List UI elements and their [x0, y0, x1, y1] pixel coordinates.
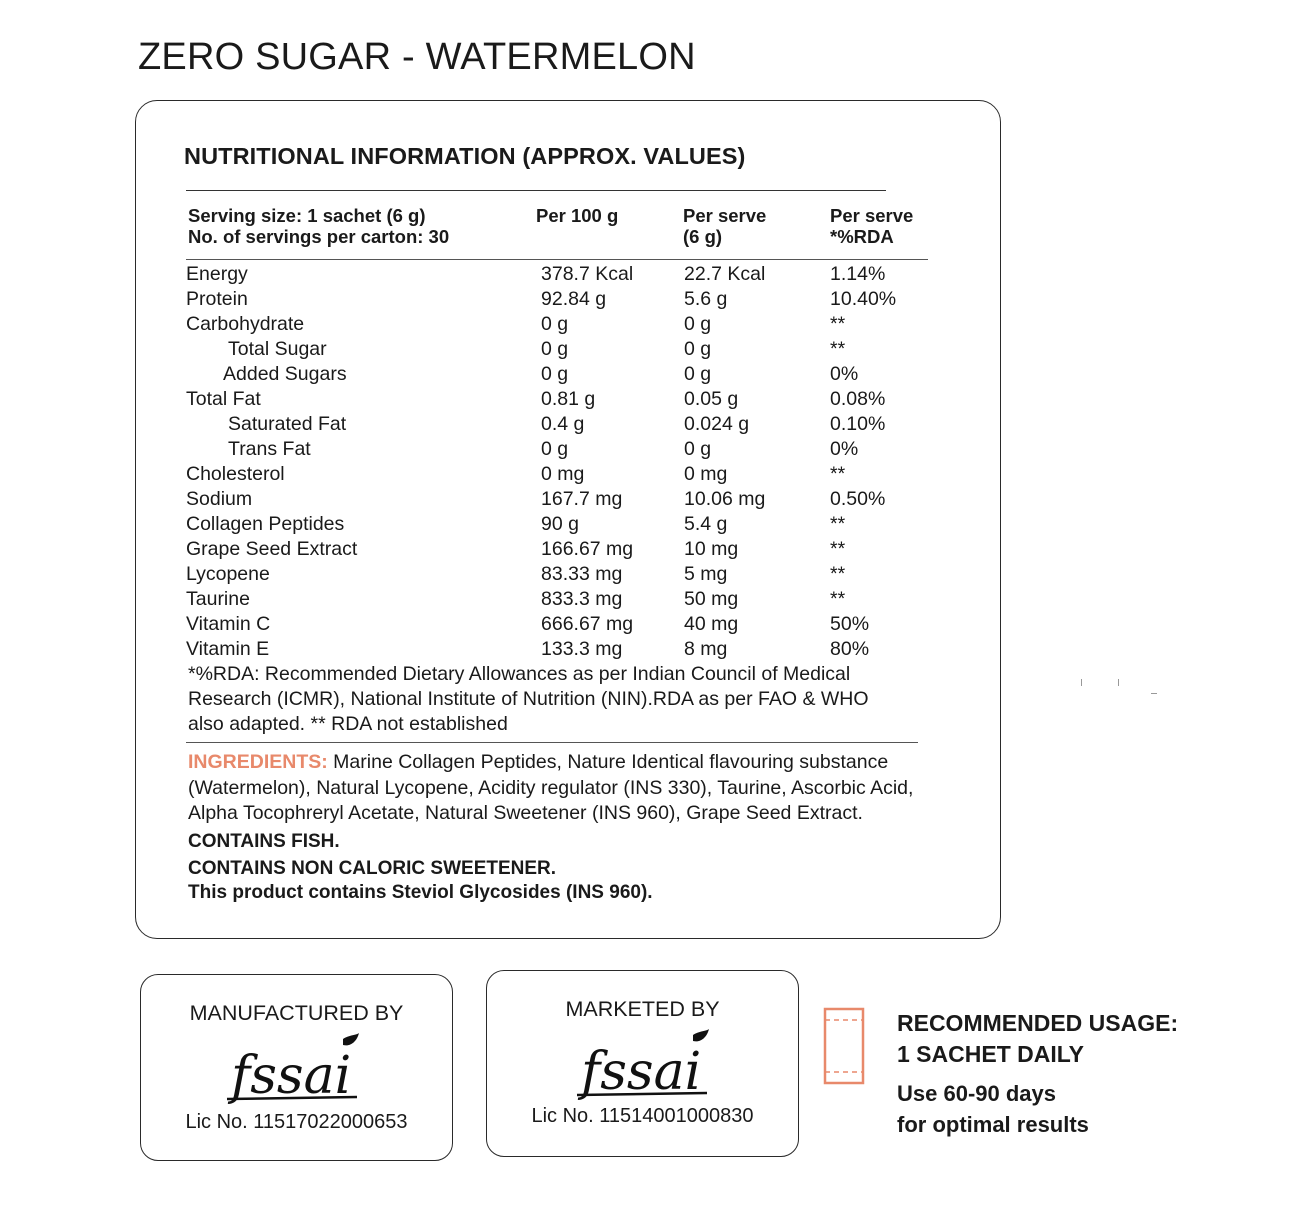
nutrient-name: Carbohydrate — [186, 313, 305, 335]
value-rda: ** — [830, 538, 846, 560]
usage-duration-line: Use 60-90 days — [897, 1081, 1056, 1106]
allergen-warning: CONTAINS FISH. — [188, 831, 340, 852]
nutrient-name: Cholesterol — [186, 463, 285, 485]
table-row — [186, 512, 946, 537]
value-per-100g: 167.7 mg — [541, 488, 623, 510]
value-rda: 0% — [830, 438, 859, 460]
value-per-100g: 0 g — [541, 338, 569, 360]
value-per-serve: 0.024 g — [684, 413, 750, 435]
value-per-serve: 22.7 Kcal — [684, 263, 766, 285]
manufacturer-heading: MANUFACTURED BY — [189, 1001, 404, 1025]
value-per-100g: 378.7 Kcal — [541, 263, 634, 285]
value-rda: ** — [830, 513, 846, 535]
rda-footnote: *%RDA: Recommended Dietary Allowances as per Indian Council of Medical Research (ICMR), National Institute of Nutrition (NIN).RDA as per FAO & WHO also adapted. ** RDA not established — [188, 663, 869, 735]
value-per-100g: 666.67 mg — [541, 613, 634, 635]
value-rda: ** — [830, 338, 846, 360]
value-per-100g: 0 mg — [541, 463, 585, 485]
table-row — [186, 612, 946, 637]
value-rda: 0.10% — [830, 413, 886, 435]
value-rda: ** — [830, 313, 846, 335]
manufacturer-box — [140, 974, 453, 1161]
column-header-rda: Per serve — [830, 205, 914, 226]
nutrient-name: Taurine — [186, 588, 250, 610]
value-per-100g: 133.3 mg — [541, 638, 623, 660]
value-per-serve: 10.06 mg — [684, 488, 766, 510]
product-title: ZERO SUGAR - WATERMELON — [138, 36, 696, 78]
table-row — [186, 437, 946, 462]
nutrition-panel — [135, 100, 1001, 939]
value-per-100g: 92.84 g — [541, 288, 607, 310]
table-header-divider — [186, 259, 928, 260]
value-per-serve: 0 g — [684, 338, 712, 360]
manufacturer-license: Lic No. 11517022000653 — [185, 1111, 408, 1133]
svg-text:fssai: fssai — [231, 1046, 352, 1106]
value-per-serve: 50 mg — [684, 588, 739, 610]
usage-title — [897, 1008, 1178, 1070]
table-row — [186, 337, 946, 362]
nutrient-name: Energy — [186, 263, 248, 285]
nutrient-name: Protein — [186, 288, 248, 310]
value-per-serve: 0 mg — [684, 463, 728, 485]
panel-heading: NUTRITIONAL INFORMATION (APPROX. VALUES) — [184, 143, 746, 169]
servings-per-carton: No. of servings per carton: 30 — [188, 226, 450, 247]
value-rda: 0.50% — [830, 488, 886, 510]
value-rda: 50% — [830, 613, 870, 635]
value-per-100g: 0 g — [541, 363, 569, 385]
value-per-100g: 83.33 mg — [541, 563, 623, 585]
value-rda: ** — [830, 588, 846, 610]
table-row — [186, 587, 946, 612]
value-per-serve: 0 g — [684, 313, 712, 335]
value-per-100g: 0.4 g — [541, 413, 585, 435]
serving-size: Serving size: 1 sachet (6 g) — [188, 205, 426, 226]
value-per-serve: 5.4 g — [684, 513, 728, 535]
value-per-serve: 40 mg — [684, 613, 739, 635]
column-header-per-serve: Per serve — [683, 205, 767, 226]
value-rda: 10.40% — [830, 288, 897, 310]
stray-mark — [1081, 679, 1082, 686]
steviol-notice: This product contains Steviol Glycosides (INS 960). — [188, 882, 653, 903]
table-row — [186, 637, 946, 662]
nutrient-name: Added Sugars — [223, 363, 347, 385]
table-row — [186, 312, 946, 337]
stray-mark — [1118, 679, 1119, 686]
sweetener-warning: CONTAINS NON CALORIC SWEETENER. — [188, 858, 557, 879]
nutrient-name: Grape Seed Extract — [186, 538, 358, 560]
value-per-100g: 833.3 mg — [541, 588, 623, 610]
value-per-serve: 5 mg — [684, 563, 728, 585]
value-per-100g: 0.81 g — [541, 388, 596, 410]
table-row — [186, 537, 946, 562]
value-per-serve: 0 g — [684, 438, 712, 460]
ingredients-label: INGREDIENTS: — [188, 751, 328, 773]
table-row — [186, 562, 946, 587]
fssai-logo — [575, 1027, 715, 1103]
value-per-100g: 166.67 mg — [541, 538, 634, 560]
table-row — [186, 412, 946, 437]
value-per-serve: 0 g — [684, 363, 712, 385]
usage-duration — [897, 1078, 1089, 1140]
column-header-rda-unit: *%RDA — [830, 226, 894, 247]
nutrient-name: Vitamin C — [186, 613, 271, 635]
value-rda: 0.08% — [830, 388, 886, 410]
table-row — [186, 362, 946, 387]
heading-divider — [186, 190, 886, 191]
usage-title-line: 1 SACHET DAILY — [897, 1041, 1085, 1067]
value-per-serve: 5.6 g — [684, 288, 728, 310]
nutrient-name: Vitamin E — [186, 638, 270, 660]
ingredients-divider — [186, 742, 918, 743]
column-header-per-serve-unit: (6 g) — [683, 226, 723, 247]
marketer-box — [486, 970, 799, 1157]
nutrition-table — [186, 262, 946, 662]
nutrient-name: Sodium — [186, 488, 253, 510]
value-per-serve: 0.05 g — [684, 388, 739, 410]
sachet-icon — [822, 1006, 866, 1086]
stray-mark — [1151, 693, 1157, 694]
usage-duration-line: for optimal results — [897, 1112, 1089, 1137]
value-per-serve: 8 mg — [684, 638, 728, 660]
svg-text:fssai: fssai — [581, 1042, 702, 1102]
ingredients-text: Marine Collagen Peptides, Nature Identical flavouring substance (Watermelon), Natural Lycopene, Acidity regulator (INS 330), Taurine, Ascorbic Acid, Alpha Tocophreryl Acetate, Natural Sweetener (INS 960), Grape Seed Extract. — [188, 751, 914, 824]
value-per-100g: 0 g — [541, 313, 569, 335]
fssai-logo — [225, 1031, 365, 1107]
table-row — [186, 487, 946, 512]
value-rda: 1.14% — [830, 263, 886, 285]
table-row — [186, 462, 946, 487]
marketer-heading: MARKETED BY — [565, 997, 720, 1021]
nutrient-name: Saturated Fat — [228, 413, 347, 435]
value-rda: ** — [830, 463, 846, 485]
value-per-100g: 90 g — [541, 513, 579, 535]
value-rda: 80% — [830, 638, 870, 660]
nutrient-name: Total Sugar — [228, 338, 327, 360]
nutrient-name: Collagen Peptides — [186, 513, 345, 535]
nutrient-name: Trans Fat — [228, 438, 311, 460]
value-rda: 0% — [830, 363, 859, 385]
value-rda: ** — [830, 563, 846, 585]
table-row — [186, 262, 946, 287]
value-per-serve: 10 mg — [684, 538, 739, 560]
nutrient-name: Lycopene — [186, 563, 270, 585]
value-per-100g: 0 g — [541, 438, 569, 460]
column-header-per-100g: Per 100 g — [536, 205, 619, 226]
table-row — [186, 287, 946, 312]
table-row — [186, 387, 946, 412]
marketer-license: Lic No. 11514001000830 — [531, 1105, 754, 1127]
nutrient-name: Total Fat — [186, 388, 261, 410]
ingredients-block — [188, 750, 958, 827]
usage-title-line: RECOMMENDED USAGE: — [897, 1010, 1179, 1036]
